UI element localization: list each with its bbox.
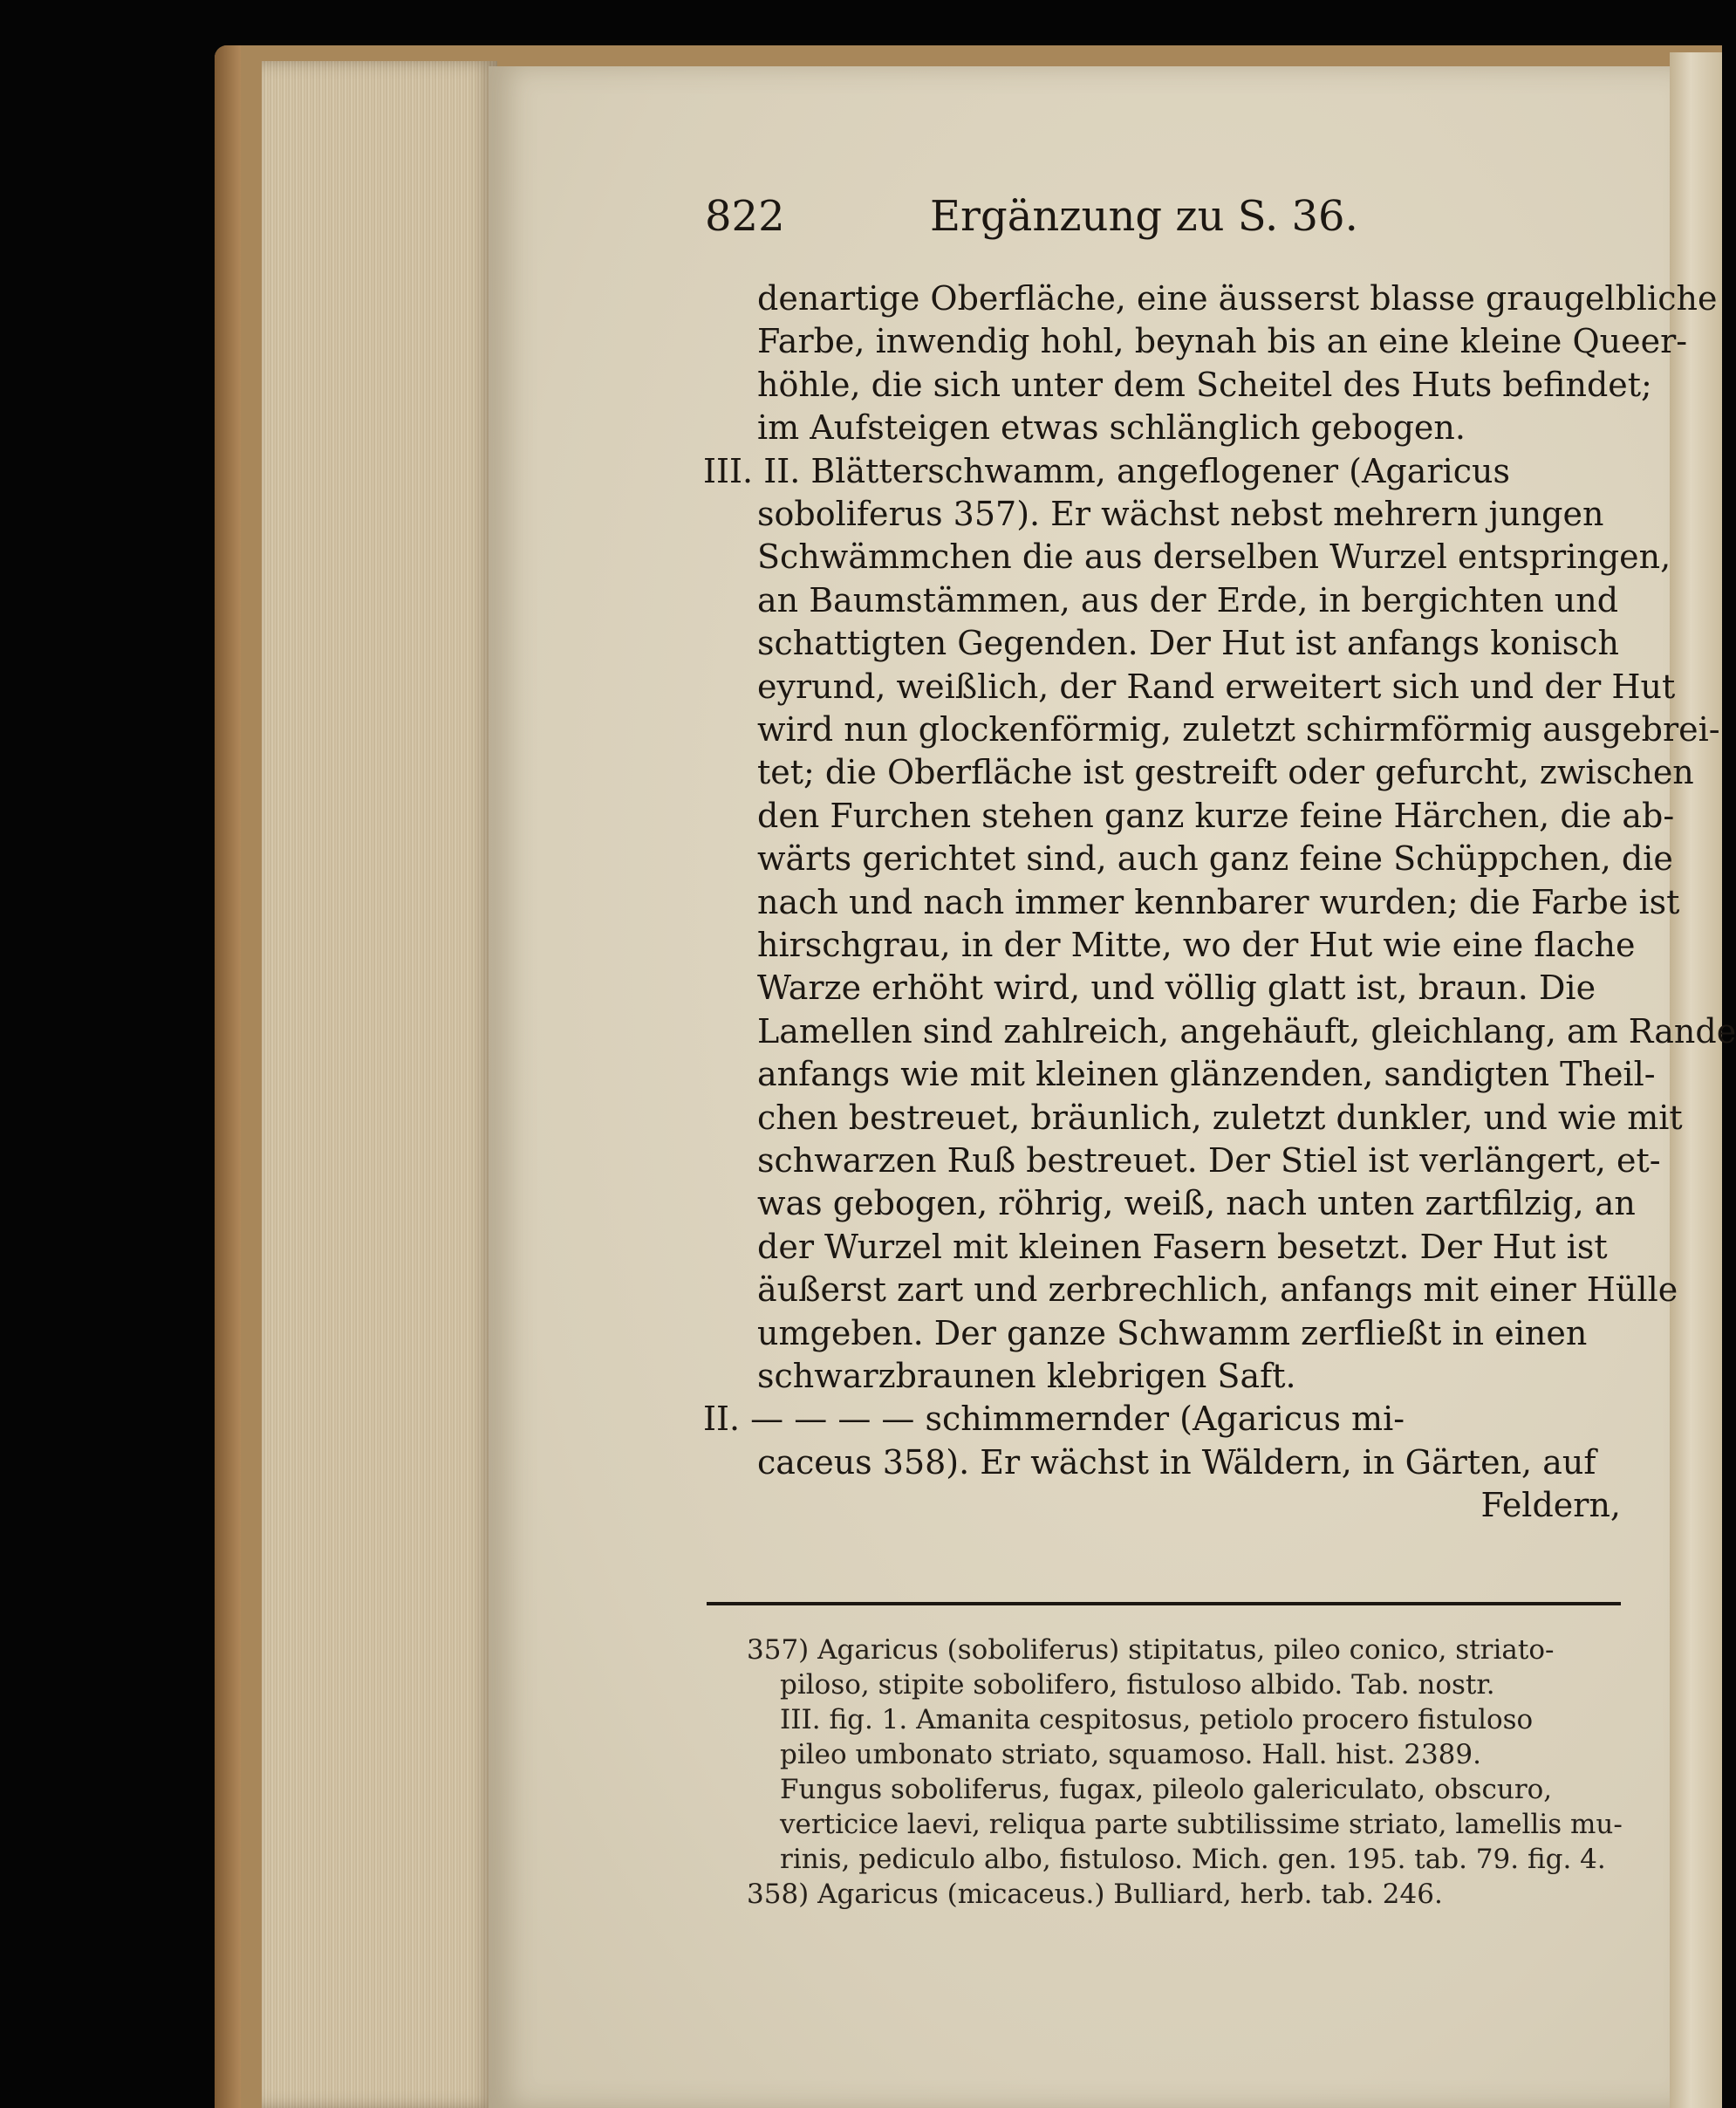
body-line: tet; die Oberfläche ist gestreift oder gefurcht, zwischen [757, 753, 1694, 792]
body-line: Feldern, [1480, 1486, 1621, 1525]
body-line: nach und nach immer kennbarer wurden; die Farbe ist [757, 882, 1680, 921]
body-line: wärts gerichtet sind, auch ganz feine Schüppchen, die [757, 839, 1673, 879]
running-header [705, 192, 1612, 253]
page-number: 822 [705, 192, 785, 241]
body-line: an Baumstämmen, aus der Erde, in bergichten und [757, 580, 1619, 619]
body-line: was gebogen, röhrig, weiß, nach unten zartfilzig, an [757, 1184, 1636, 1223]
body-line: den Furchen stehen ganz kurze feine Härchen, die ab- [757, 796, 1675, 835]
footnote-line: verticice laevi, reliqua parte subtilissime striato, lamellis mu- [780, 1809, 1623, 1840]
body-line: im Aufsteigen etwas schlänglich gebogen. [757, 408, 1466, 448]
body-line: caceus 358). Er wächst in Wäldern, in Gärten, auf [757, 1442, 1596, 1482]
body-line: anfangs wie mit kleinen glänzenden, sandigten Theil- [757, 1055, 1656, 1094]
body-line: höhle, die sich unter dem Scheitel des Huts befindet; [757, 365, 1652, 404]
body-line: Warze erhöht wird, und völlig glatt ist, braun. Die [757, 968, 1596, 1008]
body-line: umgeben. Der ganze Schwamm zerfließt in einen [757, 1313, 1588, 1352]
body-line: schwarzen Ruß bestreuet. Der Stiel ist verlängert, et- [757, 1141, 1661, 1180]
body-line: schwarzbraunen klebrigen Saft. [757, 1357, 1296, 1395]
footnote-line: III. fig. 1. Amanita cespitosus, petiolo procero fistuloso [780, 1704, 1534, 1735]
footnote-line: 357) Agaricus (soboliferus) stipitatus, pileo conico, striato- [747, 1634, 1555, 1666]
body-line: der Wurzel mit kleinen Fasern besetzt. Der Hut ist [757, 1227, 1608, 1266]
footnote-line: pileo umbonato striato, squamoso. Hall. hist. 2389. [780, 1739, 1481, 1770]
footnote-rule [707, 1602, 1621, 1605]
body-line: soboliferus 357). Er wächst nebst mehrern jungen [757, 495, 1604, 533]
footnote-line: Fungus soboliferus, fugax, pileolo galericulato, obscuro, [780, 1774, 1553, 1805]
body-line: III. II. Blätterschwamm, angeflogener (Agaricus [703, 451, 1510, 490]
body-line: eyrund, weißlich, der Rand erweitert sich und der Hut [757, 667, 1676, 706]
body-line: Schwämmchen die aus derselben Wurzel entspringen, [757, 537, 1671, 577]
body-line: Lamellen sind zahlreich, angehäuft, gleichlang, am Rande [757, 1011, 1736, 1051]
body-line: II. — — — — schimmernder (Agaricus mi- [703, 1400, 1405, 1439]
body-line: chen bestreuet, bräunlich, zuletzt dunkler, und wie mit [757, 1098, 1683, 1137]
body-line: denartige Oberfläche, eine äusserst blasse graugelbliche [757, 279, 1718, 318]
body-line: schattigten Gegenden. Der Hut ist anfangs konisch [757, 624, 1619, 663]
footnote-line: 358) Agaricus (micaceus.) Bulliard, herb. tab. 246. [747, 1879, 1443, 1910]
running-title: Ergänzung zu S. 36. [930, 192, 1358, 241]
body-line: wird nun glockenförmig, zuletzt schirmförmig ausgebrei- [757, 710, 1720, 749]
footnote-line: piloso, stipite sobolifero, fistuloso albido. Tab. nostr. [780, 1669, 1495, 1701]
body-line: äußerst zart und zerbrechlich, anfangs mit einer Hülle [757, 1270, 1678, 1310]
body-line: hirschgrau, in der Mitte, wo der Hut wie eine flache [757, 926, 1636, 964]
body-line: Farbe, inwendig hohl, beynah bis an eine kleine Queer- [757, 322, 1688, 361]
footnote-line: rinis, pediculo albo, fistuloso. Mich. gen. 195. tab. 79. fig. 4. [780, 1844, 1606, 1875]
